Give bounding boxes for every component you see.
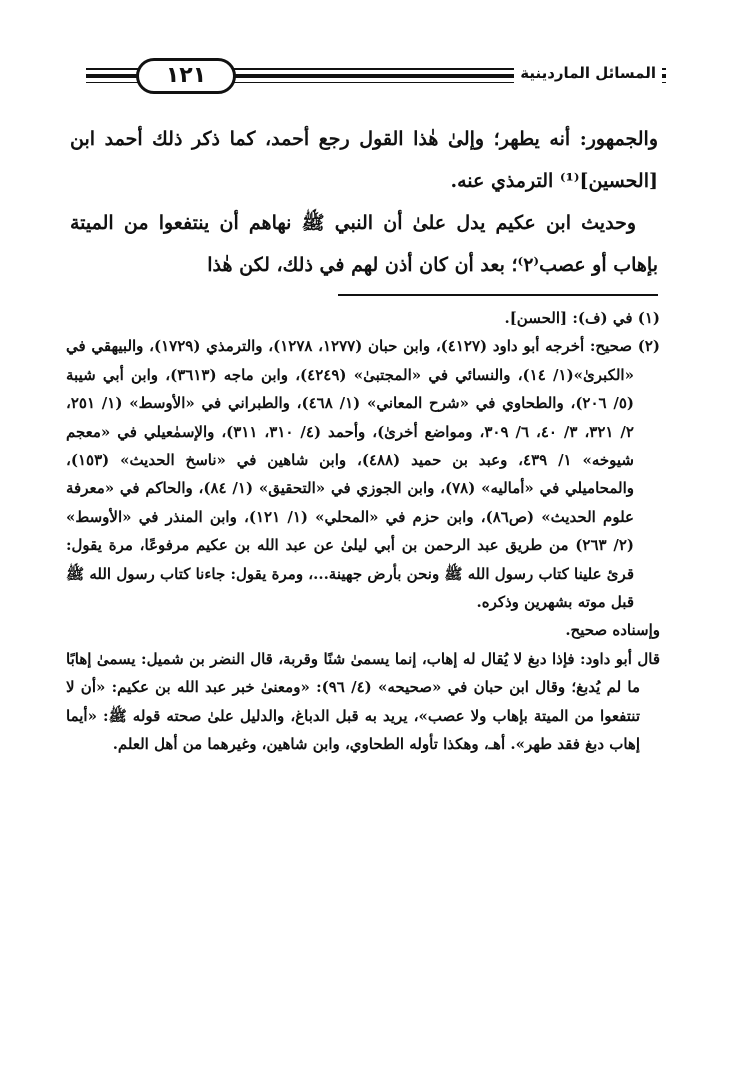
footnote-1: (١) في (ف): [الحسن]. bbox=[504, 309, 660, 327]
abu-dawud-note: قال أبو داود: فإذا دبغ لا يُقال له إهاب، إنما يسمىٰ شنًا وقربة، قال النضر بن شميل: يسمىٰ إهابًا ما لم يُدبغ؛ وقال ابن حبان في «صحيحه» (٤/ ٩٦): «ومعنىٰ خبر عبد الله بن عكيم: «أن لا تنتفعوا من الميتة بإهاب ولا عصب»، يريد به قبل الدباغ، والدليل علىٰ صحته قوله ﷺ: «أيما إهاب دبغ فقد طهر». أهـ، وهكذا تأوله الطحاوي، وابن شاهين، وغيرهما من أهل العلم. bbox=[66, 649, 660, 754]
page-header bbox=[86, 54, 666, 94]
footnote-2: (٢) صحيح: أخرجه أبو داود (٤١٢٧)، وابن حبان (١٢٧٧، ١٢٧٨)، والترمذي (١٧٢٩)، والبيهقي في «الكبرىٰ»(١/ ١٤)، والنسائي في «المجتبىٰ» (٤٢٤٩)، وابن ماجه (٣٦١٣)، وابن أبي شيبة (٥/ ٢٠٦)، والطحاوي في «شرح المعاني» (١/ ٤٦٨)، والطبراني في «الأوسط» (١/ ٢٥١، ٢/ ٣٢١، ٣/ ٤٠، ٦/ ٣٠٩، ومواضع أخرىٰ)، وأحمد (٤/ ٣١٠، ٣١١)، والإسمٰعيلي في «معجم شيوخه» ١/ ٤٣٩، وعبد بن حميد (٤٨٨)، وابن شاهين في «ناسخ الحديث» (١٥٣)، والمحاميلي في «أماليه» (٧٨)، وابن الجوزي في «التحقيق» (١/ ٨٤)، والحاكم في «معرفة علوم الحديث» (ص٨٦)، وابن حزم في «المحلي» (١/ ١٢١)، وابن المنذر في «الأوسط» (٢/ ٢٦٣) من طريق عبد الرحمن بن أبي ليلىٰ عن عبد الله بن عكيم مرفوعًا، مرة يقول: قرئ علينا كتاب رسول الله ﷺ ونحن بأرض جهينة...، ومرة يقول: جاءنا كتاب رسول الله ﷺ قبل موته بشهرين وذكره. bbox=[66, 337, 660, 612]
footnotes bbox=[66, 304, 660, 759]
footnote-divider bbox=[338, 294, 658, 296]
paragraph-2: وحديث ابن عكيم يدل علىٰ أن النبي ﷺ نهاهم أن ينتفعوا من الميتة بإهاب أو عصب⁽٢⁾؛ بعد أن كان أذن لهم في ذلك، لكن هٰذا bbox=[70, 212, 658, 276]
main-text bbox=[70, 118, 658, 286]
paragraph-1: والجمهور: أنه يطهر؛ وإلىٰ هٰذا القول رجع أحمد، كما ذكر ذلك أحمد ابن [الحسين]⁽¹⁾ الترمذي عنه. bbox=[70, 128, 658, 192]
isnad-note: وإسناده صحيح. bbox=[565, 621, 660, 640]
page-number: ١٢١ bbox=[136, 58, 236, 94]
running-title: المسائل الماردينية bbox=[514, 62, 662, 84]
